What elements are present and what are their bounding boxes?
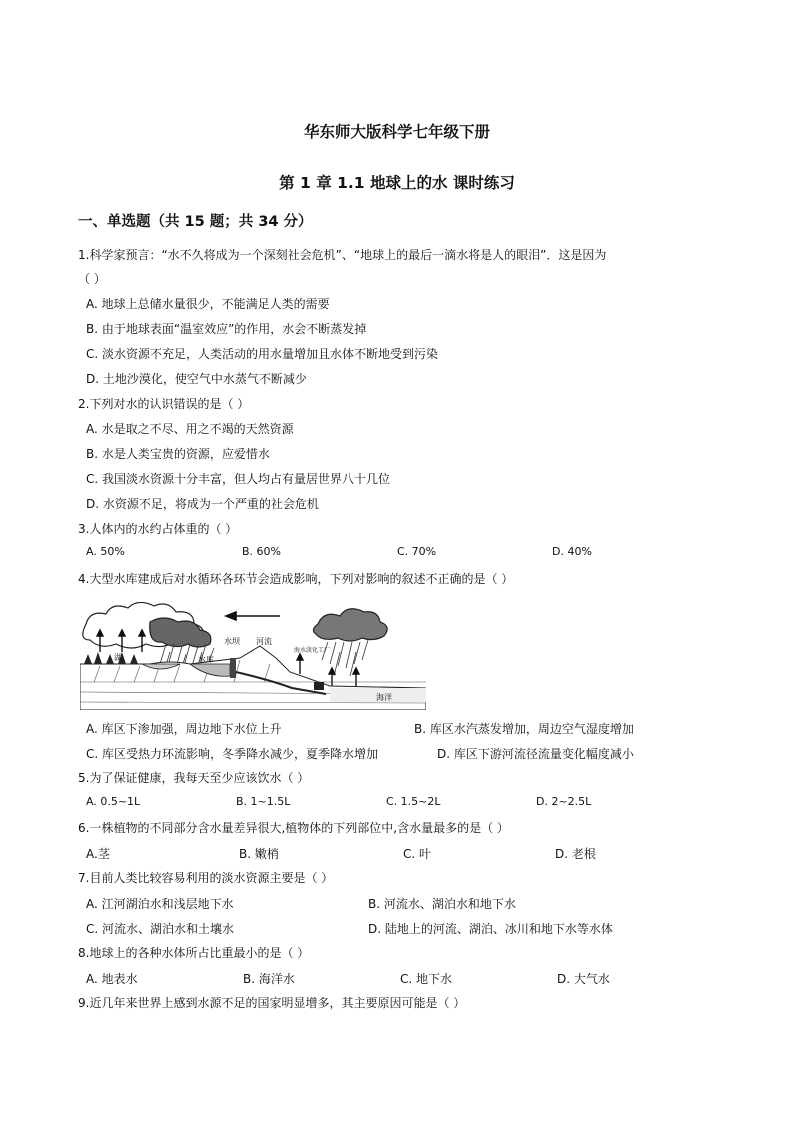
question-4-stem: 4.大型水库建成后对水循环各环节会造成影响，下列对影响的叙述不正确的是（ ）	[78, 572, 514, 586]
document-title: 华东师大版科学七年级下册	[303, 123, 490, 141]
question-3-stem: 3.人体内的水约占体重的（ ）	[78, 522, 238, 536]
question-7-option-d: D. 陆地上的河流、湖泊、冰川和地下水等水体	[368, 922, 613, 936]
question-1-stem: 1.科学家预言：“水不久将成为一个深刻社会危机”、“地球上的最后一滴水将是人的眼泪”．这是因为	[78, 248, 607, 262]
section-heading: 一、单选题（共 15 题；共 34 分）	[78, 214, 313, 230]
question-8-option-c: C. 地下水	[400, 972, 453, 986]
question-3-option-b: B. 60%	[242, 545, 281, 558]
question-5-option-c: C. 1.5~2L	[386, 795, 441, 808]
question-2-option-d: D. 水资源不足，将成为一个严重的社会危机	[86, 497, 319, 511]
question-7-stem: 7.目前人类比较容易利用的淡水资源主要是（ ）	[78, 871, 334, 885]
label-ocean: 海洋	[376, 693, 392, 702]
label-factory: 海水淡化工厂	[294, 647, 331, 654]
label-reservoir: 水库	[198, 655, 214, 664]
document-subtitle: 第 1 章 1.1 地球上的水 课时练习	[279, 174, 515, 192]
question-1-option-a: A. 地球上总储水量很少，不能满足人类的需要	[86, 297, 330, 311]
question-5-stem: 5.为了保证健康，我每天至少应该饮水（ ）	[78, 771, 310, 785]
question-6-stem: 6.一株植物的不同部分含水量差异很大,植物体的下列部位中,含水量最多的是（ ）	[78, 821, 509, 835]
question-4-option-b: B. 库区水汽蒸发增加，周边空气湿度增加	[414, 722, 634, 736]
question-1-option-d: D. 土地沙漠化，使空气中水蒸气不断减少	[86, 372, 307, 386]
desalination-factory	[314, 682, 324, 690]
wind-arrow	[226, 612, 280, 620]
question-8-option-a: A. 地表水	[86, 972, 138, 986]
trees	[84, 652, 138, 664]
cloud-left	[83, 602, 211, 648]
question-9-stem: 9.近几年来世界上感到水源不足的国家明显增多，其主要原因可能是（ ）	[78, 996, 466, 1010]
dam	[230, 658, 236, 678]
question-4-option-c: C. 库区受热力环流影响，冬季降水减少，夏季降水增加	[86, 747, 379, 761]
water-cycle-diagram	[80, 602, 426, 710]
cloud-right	[313, 609, 387, 641]
label-dam: 水坝	[224, 637, 240, 646]
question-7-option-c: C. 河流水、湖泊水和土壤水	[86, 922, 235, 936]
question-5-option-b: B. 1~1.5L	[236, 795, 291, 808]
label-lake: 湖	[114, 653, 122, 662]
question-4-option-d: D. 库区下游河流径流量变化幅度减小	[437, 747, 634, 761]
question-4-option-a: A. 库区下渗加强，周边地下水位上升	[86, 722, 282, 736]
question-5-option-a: A. 0.5~1L	[86, 795, 141, 808]
question-6-option-b: B. 嫩梢	[239, 847, 279, 861]
label-river: 河流	[256, 637, 272, 646]
question-1-option-c: C. 淡水资源不充足，人类活动的用水量增加且水体不断地受到污染	[86, 347, 439, 361]
question-8-option-b: B. 海洋水	[243, 972, 295, 986]
question-8-option-d: D. 大气水	[557, 972, 610, 986]
question-2-stem: 2.下列对水的认识错误的是（ ）	[78, 397, 250, 411]
question-6-option-d: D. 老根	[555, 847, 596, 861]
question-7-option-b: B. 河流水、湖泊水和地下水	[368, 897, 516, 911]
question-2-option-b: B. 水是人类宝贵的资源，应爱惜水	[86, 447, 270, 461]
question-3-option-d: D. 40%	[552, 545, 592, 558]
question-8-stem: 8.地球上的各种水体所占比重最小的是（ ）	[78, 946, 310, 960]
question-1-stem-bracket: （ ）	[78, 272, 106, 286]
question-6-option-a: A.茎	[86, 847, 110, 861]
question-7-option-a: A. 江河湖泊水和浅层地下水	[86, 897, 234, 911]
question-2-option-a: A. 水是取之不尽、用之不竭的天然资源	[86, 422, 294, 436]
question-5-option-d: D. 2~2.5L	[536, 795, 592, 808]
question-3-option-a: A. 50%	[86, 545, 125, 558]
question-3-option-c: C. 70%	[397, 545, 437, 558]
question-1-option-b: B. 由于地球表面“温室效应”的作用，水会不断蒸发掉	[86, 322, 367, 336]
question-2-option-c: C. 我国淡水资源十分丰富，但人均占有量居世界八十几位	[86, 472, 391, 486]
question-6-option-c: C. 叶	[403, 847, 432, 861]
